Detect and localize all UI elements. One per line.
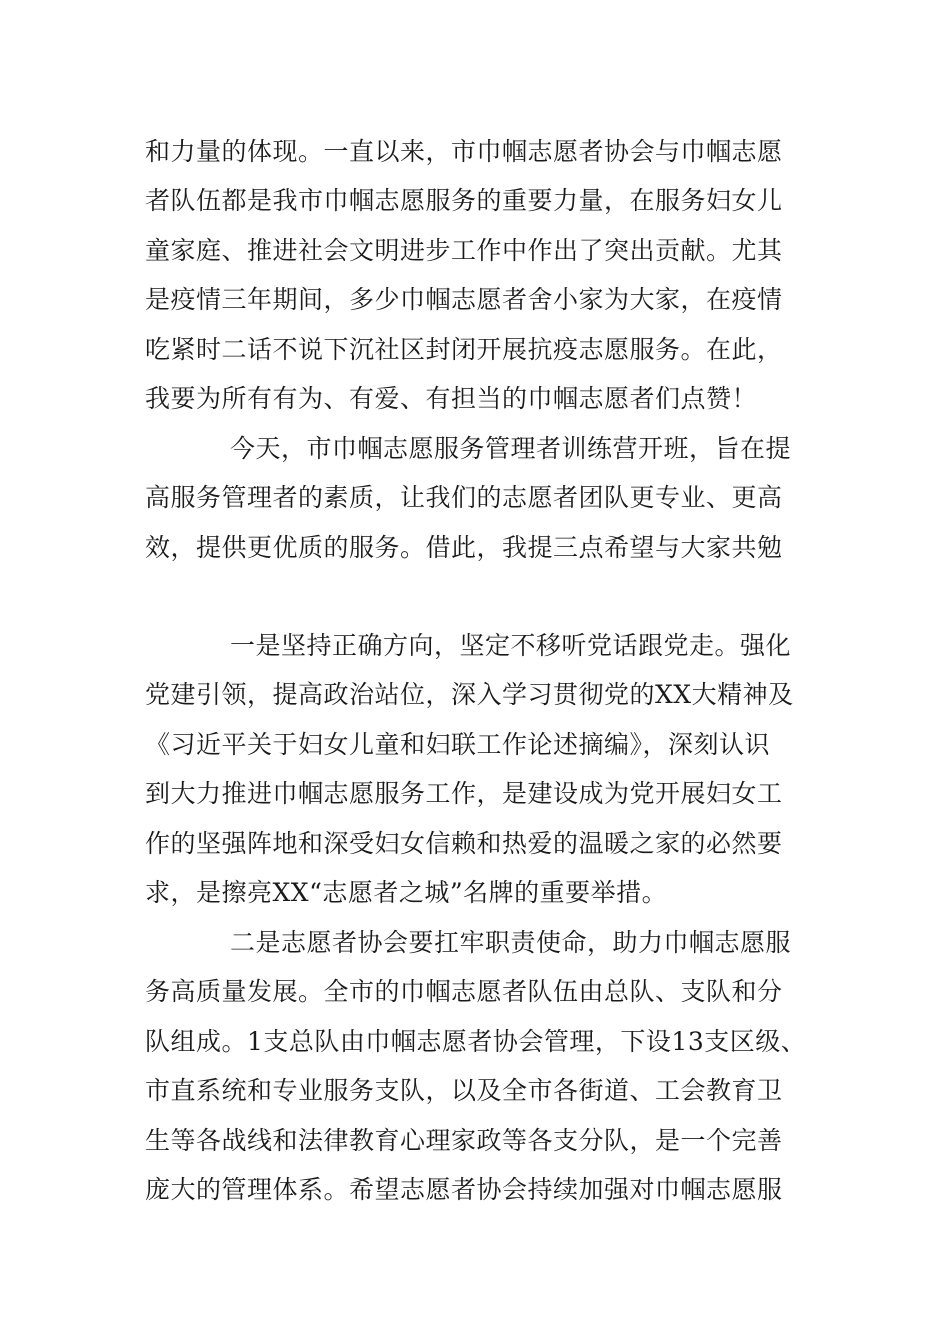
text-line: 到大力推进巾帼志愿服务工作，是建设成为党开展妇女工: [145, 779, 783, 808]
text-line: 和力量的体现。一直以来，市巾帼志愿者协会与巾帼志愿: [145, 137, 783, 166]
text-line: 我要为所有有为、有爱、有担当的巾帼志愿者们点赞！: [145, 384, 758, 413]
paragraph-start-line: 今天，市巾帼志愿服务管理者训练营开班，旨在提: [230, 434, 792, 463]
paragraph-start-line: 一是坚持正确方向，坚定不移听党话跟党走。强化: [230, 631, 792, 660]
text-line: 务高质量发展。全市的巾帼志愿者队伍由总队、支队和分: [145, 977, 783, 1006]
text-line: 童家庭、推进社会文明进步工作中作出了突出贡献。尤其: [145, 236, 783, 265]
text-line: 作的坚强阵地和深受妇女信赖和热爱的温暖之家的必然要: [145, 829, 783, 858]
text-line: 是疫情三年期间，多少巾帼志愿者舍小家为大家，在疫情: [145, 285, 783, 314]
text-line: 市直系统和专业服务支队，以及全市各街道、工会教育卫: [145, 1076, 783, 1105]
text-line: 庞大的管理体系。希望志愿者协会持续加强对巾帼志愿服: [145, 1175, 783, 1204]
text-line: 《习近平关于妇女儿童和妇联工作论述摘编》，深刻认识: [145, 730, 771, 759]
text-line: 效，提供更优质的服务。借此，我提三点希望与大家共勉: [145, 533, 783, 562]
paragraph-start-line: 二是志愿者协会要扛牢职责使命，助力巾帼志愿服: [230, 928, 792, 957]
text-line: 高服务管理者的素质，让我们的志愿者团队更专业、更高: [145, 483, 783, 512]
text-line: 吃紧时二话不说下沉社区封闭开展抗疫志愿服务。在此，: [145, 335, 783, 364]
text-line: 党建引领，提高政治站位，深入学习贯彻党的XX大精神及: [145, 680, 794, 709]
text-line: 者队伍都是我市巾帼志愿服务的重要力量，在服务妇女儿: [145, 186, 783, 215]
text-line: 队组成。1支总队由巾帼志愿者协会管理，下设13支区级、: [145, 1027, 807, 1056]
text-line: 生等各战线和法律教育心理家政等各支分队，是一个完善: [145, 1126, 783, 1155]
text-line: 求，是擦亮XX“志愿者之城”名牌的重要举措。: [145, 878, 668, 907]
